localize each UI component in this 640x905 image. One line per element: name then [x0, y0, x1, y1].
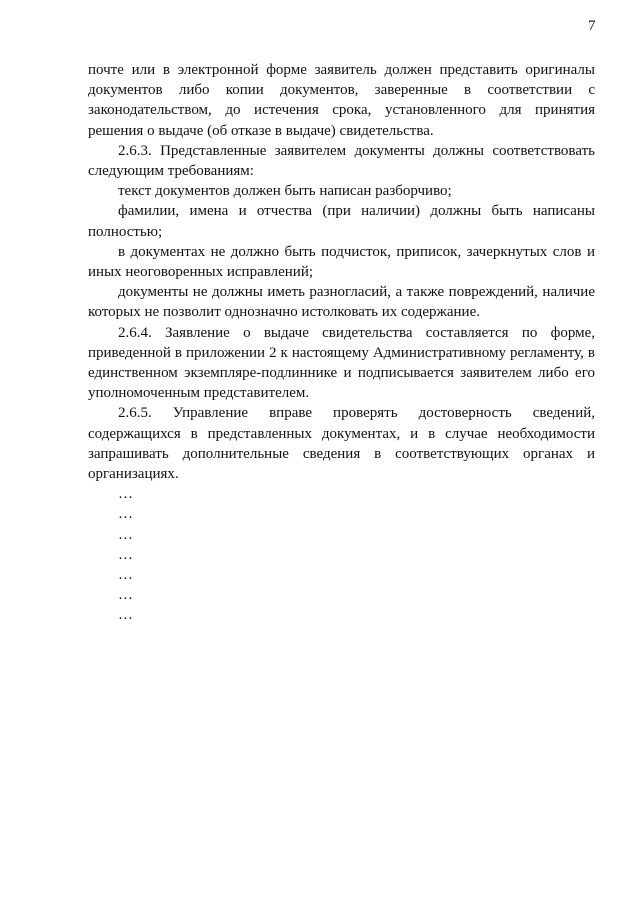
paragraph-2-6-5: 2.6.5. Управление вправе проверять достоверность сведений, содержащихся в представленных документах, и в случае необходимости запрашивать дополнительные сведения в соответствующих органах и организациях.	[88, 405, 595, 483]
document-body	[88, 60, 595, 626]
paragraph-requirement-no-corrections: в документах не должно быть подчисток, приписок, зачеркнутых слов и иных неоговоренных исправлений;	[88, 243, 595, 281]
paragraph-requirement-legible: текст документов должен быть написан разборчиво;	[118, 183, 452, 200]
paragraph-requirement-names: фамилии, имена и отчества (при наличии) должны быть написаны полностью;	[88, 203, 595, 240]
paragraph-2-7: …	[118, 506, 133, 523]
paragraph-2-8: …	[118, 526, 133, 543]
page-number: 7	[588, 18, 596, 34]
paragraph-refusal-basis: …	[118, 607, 133, 624]
paragraph-2-6-6: …	[118, 486, 133, 503]
paragraph-2-6-3: 2.6.3. Представленные заявителем документы должны соответствовать следующим требованиям:	[88, 142, 595, 180]
paragraph-prohibition-actions: …	[118, 546, 133, 563]
paragraph-2-6-4: 2.6.4. Заявление о выдаче свидетельства составляется по форме, приведенной в приложении 2 к настоящему Административному регламенту, в единственном экземпляре-подлиннике и подписывается заявителем либо его уполномоченным представителем.	[88, 324, 595, 402]
paragraph-continuation: почте или в электронной форме заявитель должен представить оригиналы документов либо копии документов, заверенные в соответствии с законодательством, до истечения срока, установленного для принятия решения о выдаче (об отказе в выдаче) свидетельства.	[88, 62, 595, 139]
paragraph-requirement-no-damage: документы не должны иметь разногласий, а также повреждений, наличие которых не позволит однозначно истолковать их содержание.	[88, 284, 595, 321]
paragraph-2-9: …	[118, 587, 133, 604]
paragraph-prohibition-documents: …	[118, 567, 133, 584]
